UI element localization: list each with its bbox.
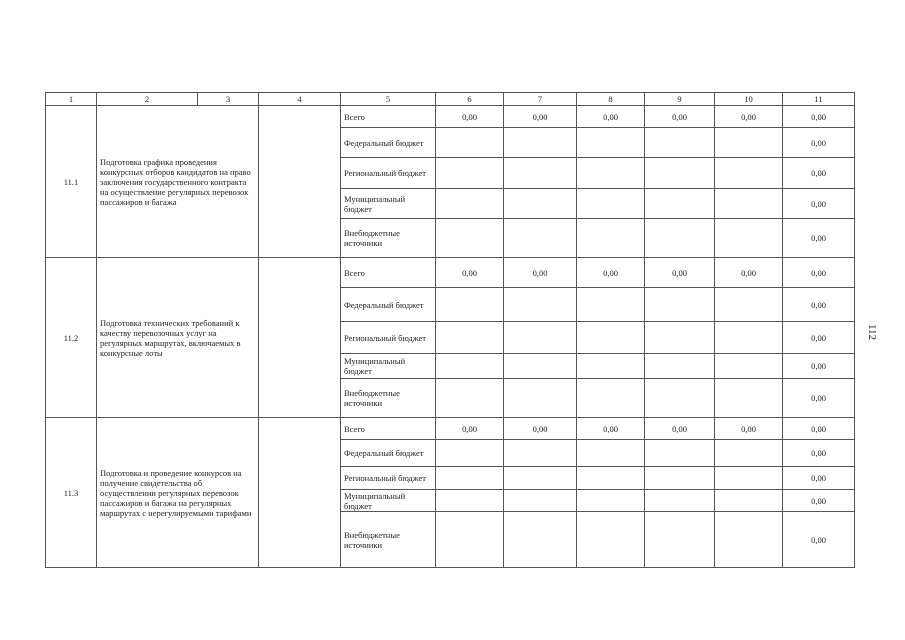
value-cell — [715, 288, 783, 322]
item-description: Подготовка технических требований к качеству перевозочных услуг на регулярных маршрутах, включаемых в конкурсные лоты — [97, 258, 259, 418]
value-cell — [577, 354, 645, 379]
value-cell — [645, 490, 715, 512]
empty-cell — [259, 258, 341, 418]
value-cell: 0,00 — [783, 490, 855, 512]
value-cell — [645, 512, 715, 568]
value-cell: 0,00 — [645, 258, 715, 288]
table-row — [46, 258, 855, 288]
funding-source: Всего — [341, 258, 436, 288]
value-cell — [645, 354, 715, 379]
value-cell: 0,00 — [783, 288, 855, 322]
value-cell — [577, 440, 645, 467]
value-cell — [504, 379, 577, 418]
value-cell — [436, 354, 504, 379]
value-cell — [436, 219, 504, 258]
empty-cell — [259, 106, 341, 258]
value-cell — [577, 490, 645, 512]
value-cell — [715, 467, 783, 490]
value-cell — [577, 158, 645, 189]
value-cell: 0,00 — [436, 418, 504, 440]
value-cell — [504, 490, 577, 512]
header-row — [46, 93, 855, 106]
value-cell — [577, 128, 645, 158]
value-cell: 0,00 — [504, 418, 577, 440]
value-cell — [504, 288, 577, 322]
empty-cell — [259, 418, 341, 568]
value-cell: 0,00 — [783, 418, 855, 440]
item-number: 11.3 — [46, 418, 97, 568]
value-cell — [715, 490, 783, 512]
value-cell — [436, 288, 504, 322]
table-row — [46, 418, 855, 440]
value-cell: 0,00 — [645, 106, 715, 128]
value-cell — [504, 354, 577, 379]
value-cell: 0,00 — [436, 258, 504, 288]
funding-source: Муниципальный бюджет — [341, 490, 436, 512]
value-cell: 0,00 — [577, 258, 645, 288]
item-number: 11.1 — [46, 106, 97, 258]
value-cell — [504, 512, 577, 568]
value-cell — [436, 158, 504, 189]
value-cell: 0,00 — [783, 106, 855, 128]
value-cell — [645, 288, 715, 322]
header-cell: 11 — [783, 93, 855, 106]
funding-source: Всего — [341, 418, 436, 440]
value-cell — [504, 440, 577, 467]
value-cell — [436, 512, 504, 568]
value-cell — [715, 512, 783, 568]
value-cell: 0,00 — [436, 106, 504, 128]
value-cell — [577, 189, 645, 219]
value-cell: 0,00 — [783, 440, 855, 467]
value-cell — [715, 322, 783, 354]
value-cell — [436, 440, 504, 467]
value-cell — [577, 379, 645, 418]
value-cell — [715, 219, 783, 258]
header-cell: 10 — [715, 93, 783, 106]
value-cell — [504, 128, 577, 158]
value-cell — [504, 189, 577, 219]
header-cell: 9 — [645, 93, 715, 106]
funding-source: Федеральный бюджет — [341, 128, 436, 158]
header-cell: 2 — [97, 93, 198, 106]
value-cell — [504, 219, 577, 258]
header-cell: 5 — [341, 93, 436, 106]
value-cell — [645, 158, 715, 189]
header-cell: 6 — [436, 93, 504, 106]
value-cell: 0,00 — [783, 158, 855, 189]
value-cell: 0,00 — [783, 379, 855, 418]
value-cell — [577, 219, 645, 258]
funding-source: Муниципальный бюджет — [341, 189, 436, 219]
funding-source: Муниципальный бюджет — [341, 354, 436, 379]
header-cell: 8 — [577, 93, 645, 106]
value-cell — [715, 189, 783, 219]
value-cell — [715, 379, 783, 418]
item-description: Подготовка графика проведения конкурсных отборов кандидатов на право заключения государственного контракта на осуществление регулярных перевозок пассажиров и багажа — [97, 106, 259, 258]
funding-source: Региональный бюджет — [341, 322, 436, 354]
value-cell: 0,00 — [783, 354, 855, 379]
value-cell — [436, 189, 504, 219]
value-cell: 0,00 — [783, 219, 855, 258]
funding-source: Региональный бюджет — [341, 158, 436, 189]
value-cell: 0,00 — [645, 418, 715, 440]
table-body — [46, 106, 855, 568]
header-cell: 3 — [198, 93, 259, 106]
table-row — [46, 106, 855, 128]
value-cell: 0,00 — [783, 467, 855, 490]
funding-source: Внебюджетные источники — [341, 379, 436, 418]
value-cell — [577, 322, 645, 354]
value-cell — [436, 322, 504, 354]
value-cell — [504, 158, 577, 189]
value-cell: 0,00 — [577, 106, 645, 128]
value-cell: 0,00 — [715, 418, 783, 440]
value-cell — [645, 128, 715, 158]
page-number: 112 — [866, 323, 879, 341]
value-cell — [436, 379, 504, 418]
value-cell — [715, 354, 783, 379]
value-cell: 0,00 — [577, 418, 645, 440]
budget-table — [45, 92, 855, 568]
value-cell — [645, 189, 715, 219]
value-cell — [436, 128, 504, 158]
value-cell: 0,00 — [504, 258, 577, 288]
value-cell — [645, 219, 715, 258]
funding-source: Всего — [341, 106, 436, 128]
value-cell — [577, 288, 645, 322]
value-cell — [715, 440, 783, 467]
value-cell: 0,00 — [783, 128, 855, 158]
header-cell: 4 — [259, 93, 341, 106]
funding-source: Федеральный бюджет — [341, 440, 436, 467]
item-number: 11.2 — [46, 258, 97, 418]
value-cell — [645, 467, 715, 490]
value-cell: 0,00 — [715, 106, 783, 128]
value-cell — [645, 440, 715, 467]
value-cell — [645, 379, 715, 418]
value-cell: 0,00 — [715, 258, 783, 288]
value-cell — [436, 490, 504, 512]
value-cell: 0,00 — [783, 322, 855, 354]
value-cell: 0,00 — [783, 258, 855, 288]
header-cell: 7 — [504, 93, 577, 106]
value-cell — [715, 158, 783, 189]
value-cell — [504, 467, 577, 490]
funding-source: Внебюджетные источники — [341, 512, 436, 568]
value-cell: 0,00 — [783, 189, 855, 219]
item-description: Подготовка и проведение конкурсов на получение свидетельства об осуществлении регулярных перевозок пассажиров и багажа на регулярных маршрутах с нерегулируемыми тарифами — [97, 418, 259, 568]
value-cell — [645, 322, 715, 354]
value-cell — [577, 512, 645, 568]
value-cell — [715, 128, 783, 158]
value-cell: 0,00 — [504, 106, 577, 128]
funding-source: Внебюджетные источники — [341, 219, 436, 258]
funding-source: Федеральный бюджет — [341, 288, 436, 322]
header-cell: 1 — [46, 93, 97, 106]
value-cell: 0,00 — [783, 512, 855, 568]
value-cell — [504, 322, 577, 354]
value-cell — [577, 467, 645, 490]
value-cell — [436, 467, 504, 490]
funding-source: Региональный бюджет — [341, 467, 436, 490]
